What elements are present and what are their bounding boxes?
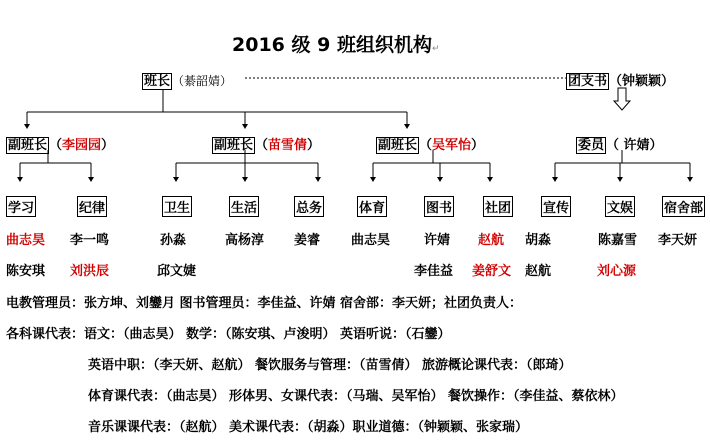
league-secretary-name: （钟颖颖） (609, 74, 675, 89)
vice-monitor-label: 副班长 (214, 138, 254, 153)
dept-study: 学习 (6, 196, 36, 217)
member-name: 刘心源 (597, 264, 637, 279)
dept-life: 生活 (229, 196, 259, 217)
dept-hygiene: 卫生 (162, 196, 192, 217)
member-name: 孙淼 (160, 233, 187, 248)
monitor-node (142, 70, 232, 89)
vice-monitor-3: 副班长 （吴军怡） (378, 138, 485, 153)
text-line-2: 各科课代表：语文：（曲志昊） 数学：（陈安琪、卢浚明） 英语听说：（石鑾） (6, 327, 451, 342)
committee-name: （ 许婧） (606, 138, 663, 153)
member-name: 曲志昊 (351, 233, 391, 248)
member-name: 赵航 (478, 233, 505, 248)
text-line-1: 电教管理员：张方坤、刘鑾月 图书管理员：李佳益、许婧 宿舍部：李天妍；社团负责人： (6, 296, 523, 311)
member-name: 高杨淳 (225, 233, 265, 248)
league-secretary-label: 团支书 (568, 74, 608, 89)
dept-club: 社团 (483, 196, 513, 217)
vice-monitor-label: 副班长 (378, 138, 418, 153)
page-title: 2016 级 9 班组织机构↵ (232, 34, 440, 56)
member-name: 陈嘉雪 (598, 233, 638, 248)
text-line-5: 音乐课课代表：（赵航） 美术课代表：（胡淼）职业道德：（钟颖颖、张家瑞） (88, 420, 529, 435)
monitor-label: 班长 (144, 74, 171, 89)
member-name: 姜舒文 (472, 264, 512, 279)
member-name: 李一鸣 (70, 233, 110, 248)
vice-monitor-1: 副班长 （李园园） (8, 138, 115, 153)
committee-node (576, 134, 663, 153)
member-name: 陈安琪 (6, 264, 46, 279)
dept-discipline: 纪律 (77, 196, 107, 217)
dept-dormitory: 宿舍部 (662, 196, 705, 217)
dept-library: 图书 (424, 196, 454, 217)
member-name: 邱文婕 (157, 264, 197, 279)
member-name: 刘洪辰 (70, 264, 110, 279)
vice-monitor-2: 副班长 （苗雪倩） (214, 138, 321, 153)
vice-monitor-label: 副班长 (8, 138, 48, 153)
member-name: 许婧 (424, 233, 451, 248)
dept-general-affairs: 总务 (294, 196, 324, 217)
member-name: 胡淼 (525, 233, 552, 248)
dept-publicity: 宣传 (541, 196, 571, 217)
member-name: 曲志昊 (6, 233, 46, 248)
member-name: 姜睿 (294, 233, 321, 248)
text-line-3: 英语中职：（李天妍、赵航） 餐饮服务与管理：（苗雪倩） 旅游概论课代表：（郎琦） (88, 358, 572, 373)
dept-sports: 体育 (357, 196, 387, 217)
vice-monitor-name: 苗雪倩 (268, 138, 308, 153)
dept-entertainment: 文娱 (605, 196, 635, 217)
member-name: 赵航 (525, 264, 552, 279)
member-name: 李佳益 (414, 264, 454, 279)
committee-label: 委员 (578, 138, 605, 153)
text-line-4: 体育课代表：（曲志昊） 形体男、女课代表：（马瑞、吴军怡） 餐饮操作：（李佳益、蔡依林） (88, 389, 624, 404)
monitor-name: （綦韶婧） (172, 74, 233, 88)
vice-monitor-name: 吴军怡 (432, 138, 472, 153)
vice-monitor-name: 李园园 (62, 138, 102, 153)
league-secretary-node (566, 70, 674, 89)
member-name: 李天妍 (658, 233, 698, 248)
